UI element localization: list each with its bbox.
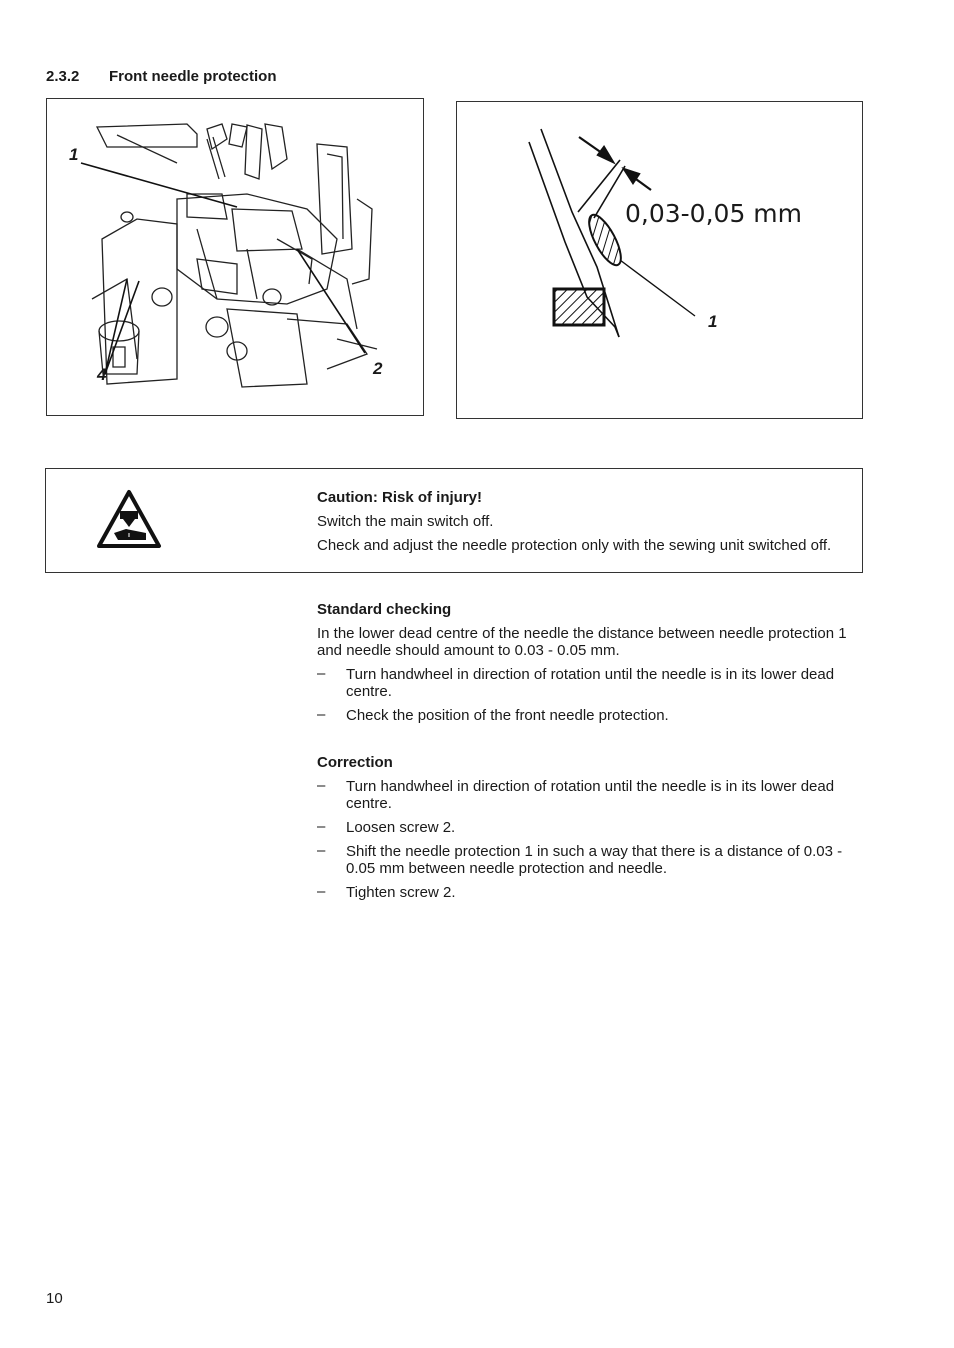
list-item-text: Check the position of the front needle protection. [346,707,669,724]
list-item [317,666,857,700]
dimension-label: 0,03-0,05 mm [625,199,803,228]
list-item [317,884,857,901]
dash-bullet: – [317,883,326,900]
standard-checking-section [317,601,857,731]
callout-2: 2 [373,359,383,378]
needle-detail-drawing [457,102,862,418]
list-item-text: Tighten screw 2. [346,884,456,901]
dash-bullet: – [317,842,326,859]
callout-1: 1 [708,312,718,331]
list-item [317,707,857,724]
list-item [317,778,857,812]
list-item-text: Loosen screw 2. [346,819,456,836]
dash-bullet: – [317,818,326,835]
hand-crush-warning-icon [96,489,162,549]
correction-title: Correction [317,754,393,771]
dash-bullet: – [317,665,326,682]
standard-checking-intro: In the lower dead centre of the needle the distance between needle protection 1 and needle should amount to 0.03 - 0.05 mm. [317,625,847,659]
callout-1: 1 [69,145,79,164]
caution-line-1: Switch the main switch off. [317,513,494,530]
caution-line-2: Check and adjust the needle protection only with the sewing unit switched off. [317,537,832,554]
dash-bullet: – [317,706,326,723]
list-item [317,819,857,836]
list-item-text: Turn handwheel in direction of rotation until the needle is in its lower dead centre. [346,778,835,812]
machine-figure [46,98,424,416]
section-number: 2.3.2 [46,68,80,85]
caution-box [45,468,863,573]
needle-detail-figure [456,101,863,419]
standard-checking-title: Standard checking [317,601,452,618]
list-item-text: Turn handwheel in direction of rotation until the needle is in its lower dead centre. [346,666,835,700]
section-heading [46,68,277,85]
list-item [317,843,857,877]
dash-bullet: – [317,777,326,794]
list-item-text: Shift the needle protection 1 in such a way that there is a distance of 0.03 - 0.05 mm between needle protection and needle. [346,843,843,877]
callout-4: 4 [97,365,107,384]
page-number: 10 [46,1290,63,1307]
section-title: Front needle protection [109,68,277,85]
caution-title: Caution: Risk of injury! [317,489,482,506]
correction-section [317,754,857,908]
caution-text [317,489,857,561]
